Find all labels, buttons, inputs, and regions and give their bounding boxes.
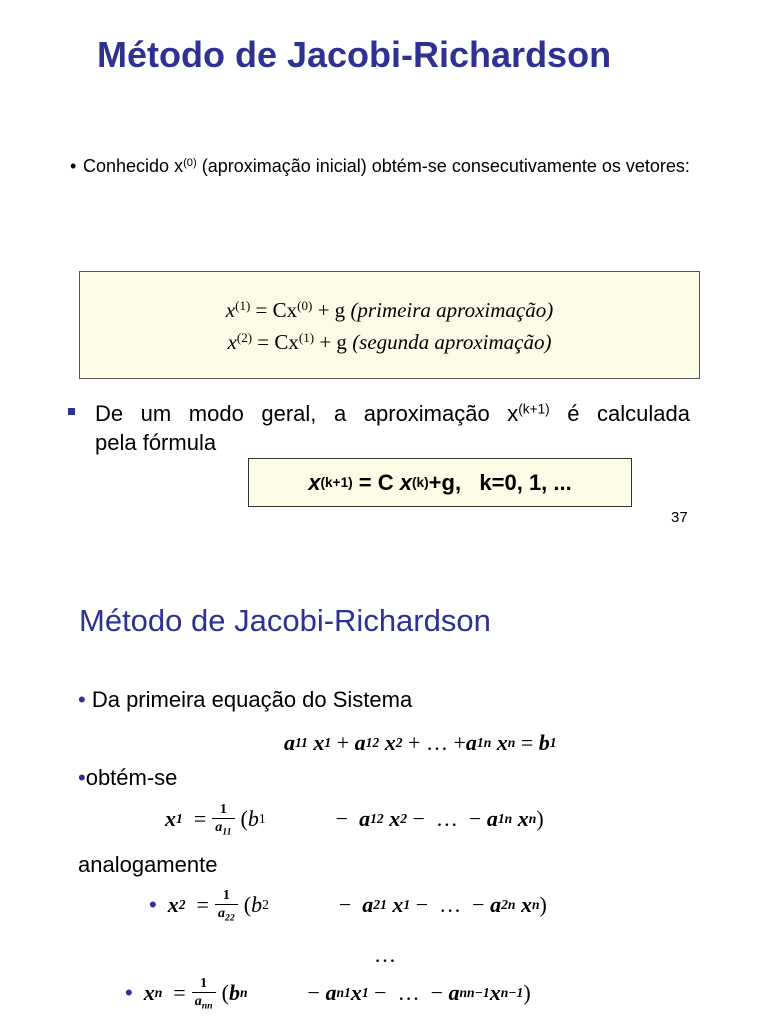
bullet-first-equation [78, 687, 412, 713]
fraction-den-sub: 22 [224, 912, 235, 924]
sys-coef: a [354, 730, 366, 755]
approximations-box [79, 271, 700, 379]
formula-x1: x [308, 469, 321, 495]
xn-term-var-sub: n−1 [500, 985, 524, 1000]
eq1-lhs: x [225, 298, 236, 322]
minus-sign: − [430, 980, 443, 1005]
equation-first-approx [80, 298, 699, 323]
vertical-continuation-dots: … [374, 942, 396, 967]
xn-term-var: x [489, 980, 501, 1005]
eq2-lhs: x [227, 330, 237, 354]
sys-var-sub: 2 [395, 735, 403, 750]
slide2-title: Método de Jacobi-Richardson [79, 603, 491, 638]
open-paren: ( [243, 892, 252, 917]
bullet-dot: • [78, 765, 86, 790]
eq2-mid: = Cx [252, 330, 299, 354]
eq1-lhs-sup: (1) [235, 297, 251, 313]
fraction-denominator [215, 904, 238, 922]
sys-coef: a [284, 730, 295, 755]
x2-fraction [215, 888, 238, 922]
xn-coef: a [325, 980, 337, 1005]
minus-sign: − [415, 892, 429, 917]
eq2-lhs-sup: (2) [236, 329, 253, 345]
sys-plus: + [453, 730, 466, 755]
minus-sign: − [374, 980, 387, 1005]
eq2-mid-sup: (1) [298, 329, 315, 345]
open-paren: ( [221, 980, 229, 1005]
xn-coef-sub: n1 [336, 985, 351, 1000]
x2-coef: a [490, 892, 502, 917]
xn-term-var-sub: 1 [361, 985, 369, 1000]
xn-var: x [143, 980, 155, 1005]
eq2-note: (segunda aproximação) [352, 330, 552, 354]
x2-coef: a [362, 892, 374, 917]
xn-b-sub: n [239, 985, 248, 1000]
x2-equals: = [196, 892, 209, 917]
eq2-rest: + g [314, 330, 353, 354]
minus-sign: − [468, 806, 482, 831]
sys-var-sub: 1 [324, 735, 332, 750]
iteration-formula-box: x (k+1) = C x (k) +g, k=0, 1, ... [248, 458, 632, 507]
analogamente-text: analogamente [78, 852, 218, 877]
intro-paragraph [70, 156, 710, 177]
minus-sign: − [412, 806, 425, 831]
sys-var-sub: n [507, 735, 516, 750]
square-bullet-icon [68, 408, 75, 415]
x2-var: x [167, 892, 179, 917]
general-word: De [95, 401, 124, 426]
x2-b: b [251, 892, 263, 917]
x2-term-var-sub: n [531, 897, 540, 912]
xn-coef: a [448, 980, 460, 1005]
sys-coef: a [465, 730, 477, 755]
x1-var-sub: 1 [176, 811, 183, 826]
x1-equals: = [193, 806, 207, 831]
eq1-mid-sup: (0) [297, 297, 313, 313]
x1-term-var: x [517, 806, 529, 831]
xn-fraction [192, 976, 216, 1010]
sys-var: x [313, 730, 325, 755]
sys-var: x [384, 730, 396, 755]
minus-sign: − [307, 980, 320, 1005]
xn-equation [125, 976, 531, 1010]
bullet-obtem-se-text: obtém-se [85, 765, 178, 790]
x1-var: x [165, 806, 176, 831]
general-x-term [507, 399, 549, 428]
x2-var-sub: 2 [178, 897, 186, 912]
open-paren: ( [240, 806, 248, 831]
general-line-2: pela fórmula [95, 430, 217, 455]
intro-text-b: (aproximação inicial) obtém-se consecutivamente os vetores: [196, 156, 690, 176]
sys-coef-sub: 11 [295, 735, 308, 750]
close-paren: ) [523, 980, 531, 1005]
general-word: calculada [597, 401, 690, 426]
fraction-den-sub: nn [201, 1000, 213, 1012]
sys-plus: + [408, 730, 421, 755]
general-line-1 [68, 399, 690, 428]
xn-b: b [228, 980, 240, 1005]
slide1-title: Método de Jacobi-Richardson [97, 34, 612, 75]
xn-coef-sub: nn−1 [459, 985, 490, 1000]
general-word: modo [188, 401, 244, 426]
bullet-dot: • [78, 687, 86, 712]
fraction-denominator [192, 992, 216, 1010]
x1-coef-sub: 1n [497, 811, 513, 826]
fraction-numerator: 1 [219, 802, 227, 817]
close-paren: ) [539, 892, 547, 917]
sys-rhs: b [538, 730, 550, 755]
fraction-den-sub: 11 [222, 826, 232, 838]
minus-sign: − [338, 892, 352, 917]
general-x-sup: (k+1) [518, 401, 550, 417]
sys-coef-sub: 1n [476, 735, 492, 750]
intro-text-a: Conhecido x [83, 156, 184, 176]
formula-x2: x [399, 469, 413, 495]
close-paren: ) [536, 806, 544, 831]
dots: … [439, 892, 462, 917]
general-word: um [140, 401, 172, 426]
x1-fraction [212, 802, 234, 836]
fraction-den-coef: a [194, 994, 202, 1009]
equation-second-approx [80, 330, 699, 355]
xn-var-sub: n [154, 985, 163, 1000]
dots: … [435, 806, 458, 831]
general-word: a [333, 401, 347, 426]
general-paragraph [68, 399, 690, 457]
intro-text [70, 156, 710, 177]
fraction-numerator: 1 [222, 888, 230, 903]
x2-equation: • x 2 = $\frac{1}{a_{22}}$ ( b 2 − a 21 x 1 − … − a 2n x n ) [149, 888, 547, 924]
sys-plus: + [336, 730, 350, 755]
page-number: 37 [671, 509, 688, 526]
bullet-obtem-se [78, 765, 177, 791]
x2-term-var: x [392, 892, 404, 917]
dots: … [397, 980, 420, 1005]
sys-dots: … [425, 730, 448, 755]
formula-tail: +g, k=0, 1, ... [428, 469, 572, 495]
x1-equation: x 1 = $\frac{1}{a_{11}}$ ( b 1 − a 12 x 2 − … − a 1n x n ) [165, 802, 544, 838]
x1-coef: a [486, 806, 498, 831]
x1-b: b [247, 806, 259, 831]
intro-bullet: • [70, 156, 77, 176]
fraction-den-coef: a [217, 906, 225, 921]
intro-sup: (0) [183, 156, 197, 169]
sys-coef-sub: 12 [365, 735, 380, 750]
bullet-first-equation-text: Da primeira equação do Sistema [91, 687, 413, 712]
eq1-note: (primeira aproximação) [350, 298, 554, 322]
x1-term-var: x [389, 806, 401, 831]
bullet-dot: • [125, 980, 133, 1005]
sys-var: x [496, 730, 508, 755]
x2-term-var: x [520, 892, 532, 917]
general-x: x [507, 401, 519, 426]
minus-sign: − [335, 806, 349, 831]
fraction-numerator: 1 [200, 976, 208, 991]
x2-coef-sub: 2n [501, 897, 516, 912]
minus-sign: − [472, 892, 485, 917]
xn-term-var: x [350, 980, 362, 1005]
x2-term-var-sub: 1 [403, 897, 411, 912]
x2-coef-sub: 21 [373, 897, 387, 912]
sys-equals: = [520, 730, 534, 755]
x1-term-var-sub: n [528, 811, 537, 826]
fraction-denominator [212, 818, 234, 836]
general-word: aproximação [363, 401, 490, 426]
fraction-den-coef: a [215, 820, 223, 835]
system-first-equation [284, 730, 557, 756]
eq1-rest: + g [312, 298, 351, 322]
x1-term-var-sub: 2 [400, 811, 407, 826]
x1-coef: a [359, 806, 371, 831]
bullet-dot: • [149, 892, 157, 917]
x1-coef-sub: 12 [370, 811, 384, 826]
formula-eq-c: = C [352, 469, 400, 495]
xn-equals: = [173, 980, 186, 1005]
sys-rhs-sub: 1 [549, 735, 557, 750]
eq1-mid: = Cx [250, 298, 298, 322]
general-word: geral, [261, 401, 317, 426]
general-word: é [567, 401, 580, 426]
